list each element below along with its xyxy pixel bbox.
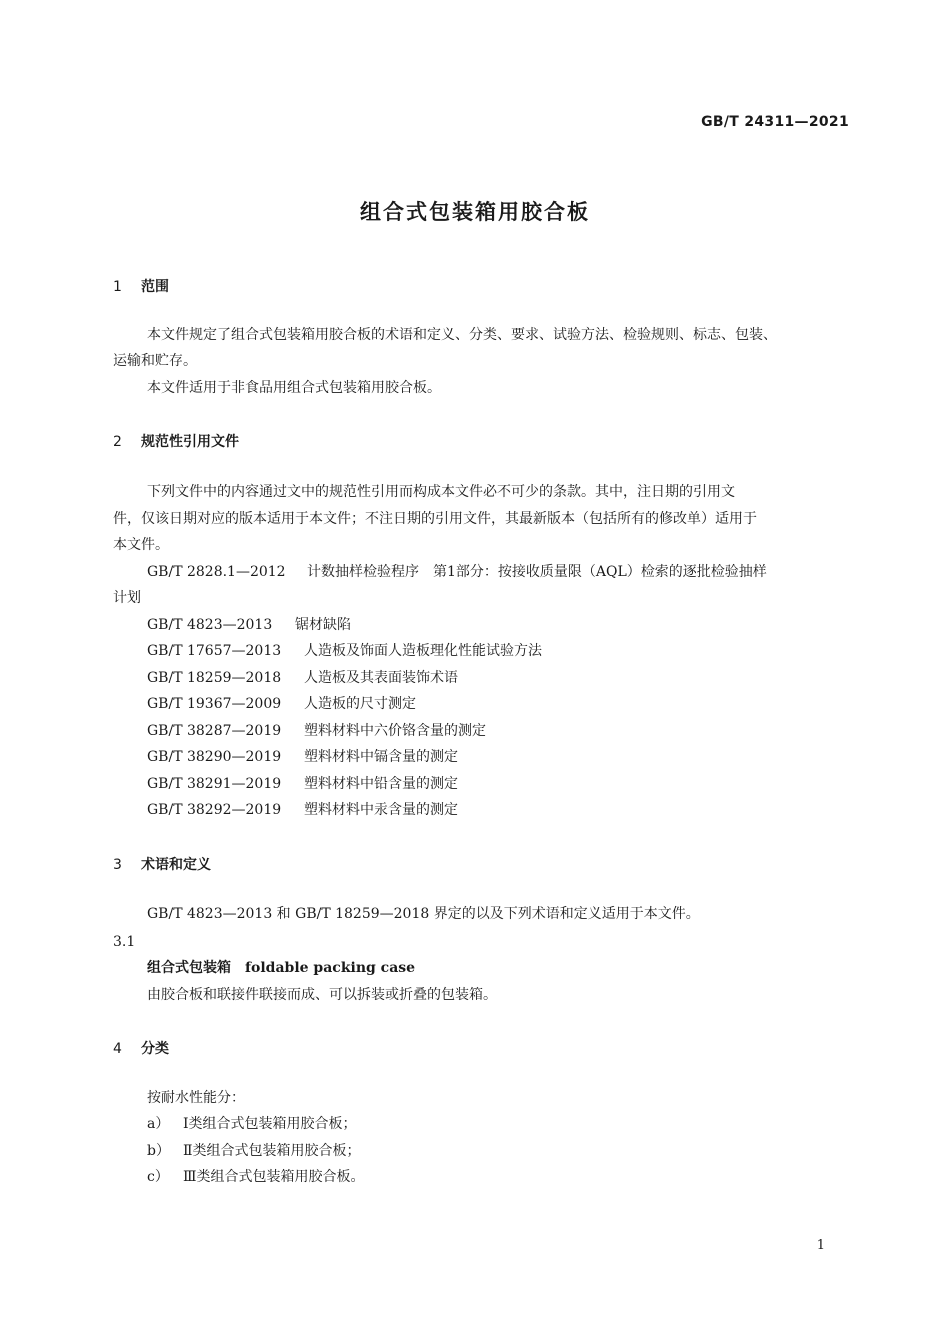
- reference-item: [147, 797, 458, 824]
- standard-code: GB/T 24311—2021: [701, 114, 849, 130]
- classification-intro: 按耐水性能分：: [147, 1090, 245, 1106]
- term-definition: 由胶合板和联接件联接而成、可以拆装或折叠的包装箱。: [147, 987, 497, 1003]
- term-chinese: 组合式包装箱: [147, 960, 231, 976]
- list-label: c）: [147, 1169, 169, 1185]
- scope-paragraph-line-2: 运输和贮存。: [113, 353, 197, 369]
- reference-title: 人造板的尺寸测定: [304, 696, 416, 712]
- reference-item: [147, 771, 458, 798]
- reference-title: 塑料材料中六价铬含量的测定: [304, 723, 486, 739]
- reference-code: GB/T 18259—2018: [147, 670, 282, 686]
- document-title: 组合式包装箱用胶合板: [360, 200, 590, 224]
- list-item: [147, 1164, 365, 1191]
- normative-intro-line-2: 件，仅该日期对应的版本适用于本文件；不注日期的引用文件，其最新版本（包括所有的修改单）适用于: [113, 511, 757, 527]
- reference-title: 人造板及饰面人造板理化性能试验方法: [304, 643, 542, 659]
- scope-paragraph-line-1: 本文件规定了组合式包装箱用胶合板的术语和定义、分类、要求、试验方法、检验规则、标志、包装、: [147, 327, 777, 343]
- list-text: Ⅰ类组合式包装箱用胶合板；: [183, 1116, 357, 1132]
- list-label: a）: [147, 1116, 170, 1132]
- normative-intro-line-1: 下列文件中的内容通过文中的规范性引用而构成本文件必不可少的条款。其中，注日期的引用文: [147, 484, 735, 500]
- term-english: foldable packing case: [245, 960, 416, 976]
- terms-intro: GB/T 4823—2013 和 GB/T 18259—2018 界定的以及下列术语和定义适用于本文件。: [147, 906, 700, 922]
- list-item: [147, 1138, 361, 1165]
- reference-title: 锯材缺陷: [295, 617, 351, 633]
- section-title: 规范性引用文件: [141, 434, 239, 450]
- section-title: 范围: [141, 279, 169, 295]
- clause-number: 3.1: [113, 934, 136, 950]
- reference-code: GB/T 38291—2019: [147, 776, 282, 792]
- reference-item: [147, 744, 458, 771]
- list-item: [147, 1111, 357, 1138]
- reference-title: 塑料材料中镉含量的测定: [304, 749, 458, 765]
- list-text: Ⅲ类组合式包装箱用胶合板。: [183, 1169, 365, 1185]
- section-3-heading: [113, 854, 211, 874]
- term-entry: [147, 955, 415, 982]
- section-1-heading: [113, 276, 169, 296]
- reference-item: [147, 665, 458, 692]
- section-4-heading: [113, 1038, 169, 1058]
- reference-item: [147, 718, 486, 745]
- page-number: 1: [816, 1238, 825, 1253]
- normative-intro-line-3: 本文件。: [113, 537, 169, 553]
- reference-title: 人造板及其表面装饰术语: [304, 670, 458, 686]
- section-number: 4: [113, 1041, 122, 1057]
- reference-title: 计数抽样检验程序 第1部分：按接收质量限（AQL）检索的逐批检验抽样: [307, 564, 767, 580]
- reference-code: GB/T 19367—2009: [147, 696, 282, 712]
- reference-code: GB/T 38290—2019: [147, 749, 282, 765]
- reference-item: [147, 559, 767, 586]
- reference-title: 塑料材料中汞含量的测定: [304, 802, 458, 818]
- section-title: 分类: [141, 1041, 169, 1057]
- reference-code: GB/T 38287—2019: [147, 723, 282, 739]
- section-title: 术语和定义: [141, 857, 211, 873]
- reference-item: [147, 612, 351, 639]
- reference-code: GB/T 17657—2013: [147, 643, 282, 659]
- section-number: 3: [113, 857, 122, 873]
- reference-item: [147, 638, 542, 665]
- list-label: b）: [147, 1143, 170, 1159]
- section-2-heading: [113, 431, 239, 451]
- reference-code: GB/T 4823—2013: [147, 617, 273, 633]
- scope-applicability: 本文件适用于非食品用组合式包装箱用胶合板。: [147, 380, 441, 396]
- section-number: 2: [113, 434, 122, 450]
- reference-title: 塑料材料中铅含量的测定: [304, 776, 458, 792]
- reference-code: GB/T 38292—2019: [147, 802, 282, 818]
- reference-code: GB/T 2828.1—2012: [147, 564, 286, 580]
- list-text: Ⅱ类组合式包装箱用胶合板；: [183, 1143, 361, 1159]
- section-number: 1: [113, 279, 122, 295]
- reference-title-continued: 计划: [113, 590, 141, 606]
- reference-item: [147, 691, 416, 718]
